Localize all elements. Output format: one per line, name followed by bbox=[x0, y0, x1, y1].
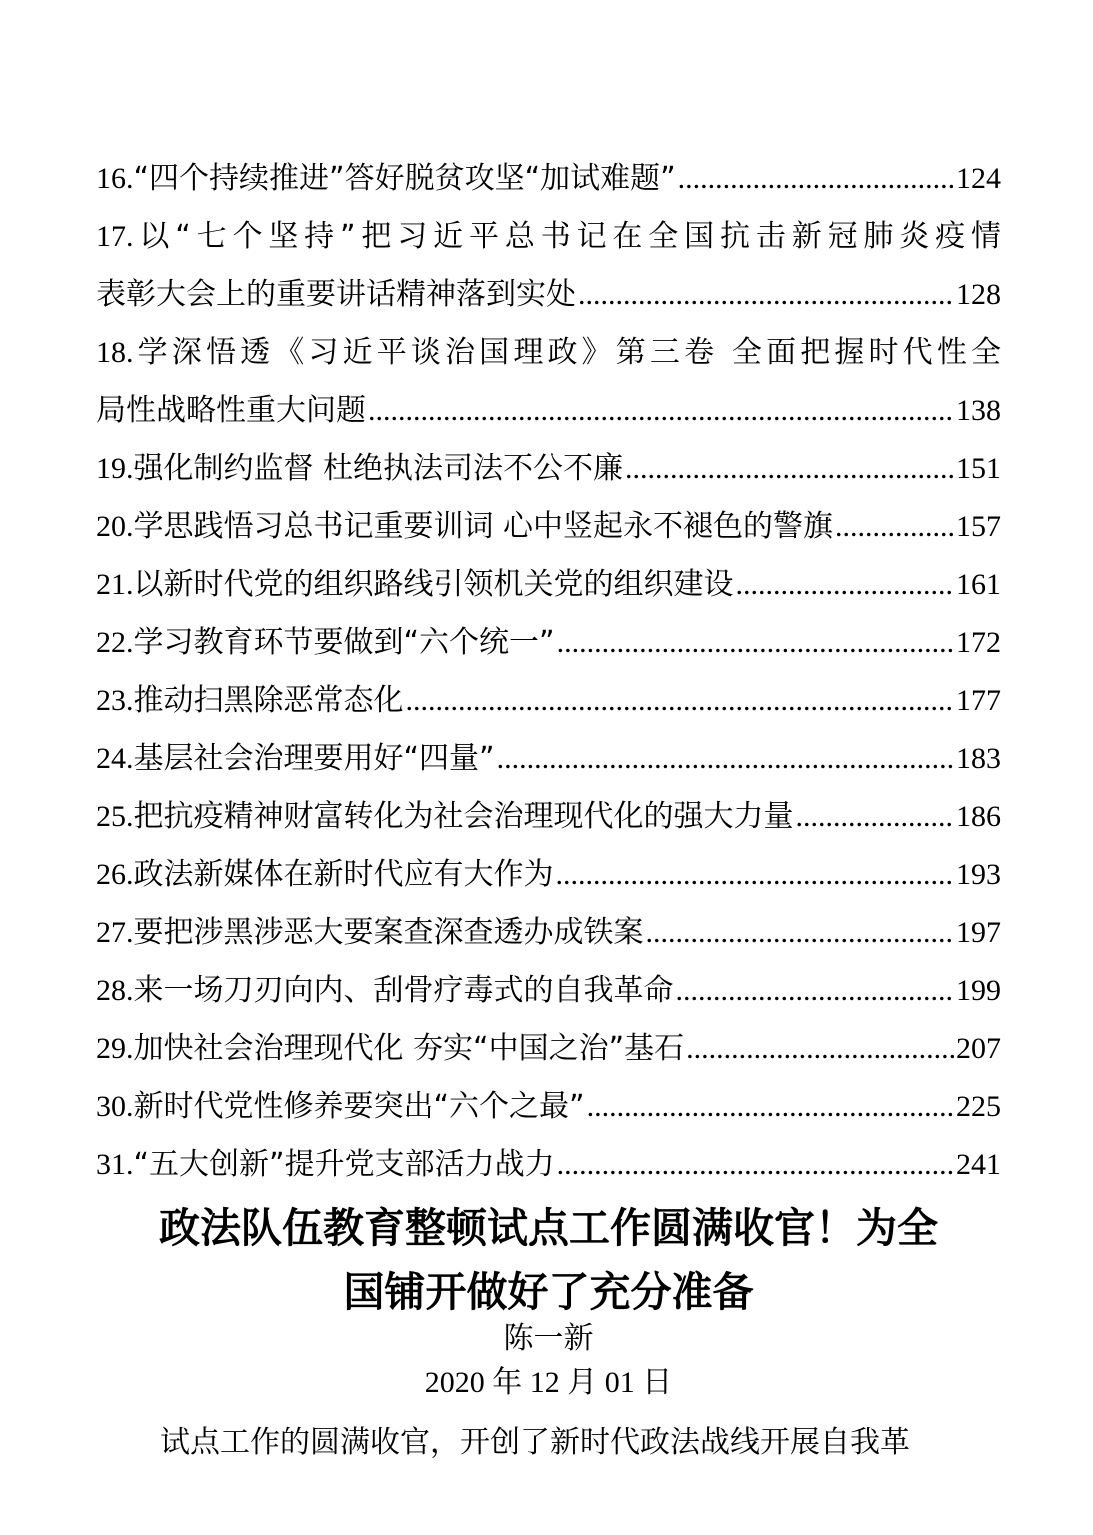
toc-entry bbox=[96, 962, 1001, 1020]
toc-leader-dots bbox=[678, 150, 954, 208]
toc-entry-number: 23. bbox=[96, 684, 134, 717]
toc-entry-title: 推动扫黑除恶常态化 bbox=[133, 683, 404, 718]
toc-entry bbox=[96, 904, 1001, 962]
toc-leader-dots bbox=[835, 498, 954, 556]
toc-entry bbox=[96, 1078, 1001, 1136]
toc-entry-title: 表彰大会上的重要讲话精神落到实处 bbox=[96, 277, 576, 312]
toc-entry-title: 来一场刀刃向内、刮骨疗毒式的自我革命 bbox=[133, 973, 674, 1008]
toc-leader-dots bbox=[587, 1078, 954, 1136]
toc-entry-number: 17. bbox=[96, 220, 134, 253]
toc-entry-page: 183 bbox=[956, 742, 1001, 775]
toc-entry-page: 157 bbox=[956, 510, 1001, 543]
toc-leader-dots bbox=[368, 382, 954, 440]
toc-entry bbox=[96, 440, 1001, 498]
toc-entry-title: 学思践悟习总书记重要训词 心中竖起永不褪色的警旗 bbox=[133, 509, 834, 544]
toc-entry-page: 199 bbox=[956, 974, 1001, 1007]
toc-entry-number: 18. bbox=[96, 336, 134, 369]
toc-entry-number: 24. bbox=[96, 742, 134, 775]
toc-entry bbox=[96, 1136, 1001, 1194]
toc-leader-dots bbox=[676, 962, 955, 1020]
toc-entry-title: “五大创新”提升党支部活力战力 bbox=[133, 1147, 555, 1182]
toc-entry-page: 151 bbox=[956, 452, 1001, 485]
toc-leader-dots bbox=[736, 556, 955, 614]
toc-entry-number: 29. bbox=[96, 1032, 134, 1065]
toc-entry-title: 加快社会治理现代化 夯实“中国之治”基石 bbox=[133, 1031, 685, 1066]
article-author: 陈一新 bbox=[503, 1321, 594, 1356]
toc-entry bbox=[96, 498, 1001, 556]
article-title-line: 政法队伍教育整顿试点工作圆满收官！为全 bbox=[159, 1204, 938, 1252]
toc-entry-title: 学习教育环节要做到“六个统一” bbox=[133, 625, 555, 660]
toc-leader-dots bbox=[578, 266, 954, 324]
toc-entry-title: 基层社会治理要用好“四量” bbox=[133, 741, 495, 776]
toc-entry-title: 新时代党性修养要突出“六个之最” bbox=[133, 1089, 585, 1124]
toc-entry-page: 172 bbox=[956, 626, 1001, 659]
toc-entry-number: 21. bbox=[96, 568, 134, 601]
toc-entry bbox=[96, 556, 1001, 614]
toc-entry-continuation bbox=[96, 382, 1001, 440]
toc-entry-page: 128 bbox=[956, 278, 1001, 311]
toc-entry bbox=[96, 324, 1001, 382]
toc-leader-dots bbox=[686, 1020, 954, 1078]
toc-leader-dots bbox=[796, 788, 955, 846]
toc-entry-title: “四个持续推进”答好脱贫攻坚“加试难题” bbox=[133, 161, 676, 196]
toc-entry-page: 124 bbox=[956, 162, 1001, 195]
toc-entry-page: 225 bbox=[956, 1090, 1001, 1123]
toc-entry-page: 177 bbox=[956, 684, 1001, 717]
toc-entry bbox=[96, 846, 1001, 904]
toc-leader-dots bbox=[556, 846, 955, 904]
toc-entry bbox=[96, 788, 1001, 846]
toc-entry bbox=[96, 730, 1001, 788]
toc-leader-dots bbox=[406, 672, 955, 730]
toc-entry-title: 学深悟透《习近平谈治国理政》第三卷 全面把握时代性全 bbox=[133, 335, 1001, 370]
toc-entry bbox=[96, 1020, 1001, 1078]
article-date: 2020 年 12 月 01 日 bbox=[424, 1366, 673, 1399]
toc-entry-number: 20. bbox=[96, 510, 134, 543]
toc-entry-title: 要把涉黑涉恶大要案查深查透办成铁案 bbox=[133, 915, 644, 950]
toc-entry-number: 30. bbox=[96, 1090, 134, 1123]
article-body-paragraph: 试点工作的圆满收官，开创了新时代政法战线开展自我革 bbox=[160, 1425, 910, 1460]
toc-entry-page: 138 bbox=[956, 394, 1001, 427]
toc-entry-continuation bbox=[96, 266, 1001, 324]
toc-entry bbox=[96, 208, 1001, 266]
toc-entry-page: 161 bbox=[956, 568, 1001, 601]
toc-entry-page: 193 bbox=[956, 858, 1001, 891]
toc-entry-number: 25. bbox=[96, 800, 134, 833]
toc-entry-title: 政法新媒体在新时代应有大作为 bbox=[133, 857, 554, 892]
toc-entry-number: 27. bbox=[96, 916, 134, 949]
toc-entry-page: 186 bbox=[956, 800, 1001, 833]
toc-leader-dots bbox=[646, 904, 955, 962]
toc-entry-number: 26. bbox=[96, 858, 134, 891]
toc-entry bbox=[96, 614, 1001, 672]
toc-entry-page: 197 bbox=[956, 916, 1001, 949]
toc-entry-title: 强化制约监督 杜绝执法司法不公不廉 bbox=[133, 451, 624, 486]
toc-entry-title: 以新时代党的组织路线引领机关党的组织建设 bbox=[133, 567, 734, 602]
article-title bbox=[96, 1196, 1001, 1324]
toc-entry bbox=[96, 672, 1001, 730]
toc-entry-title: 以“七个坚持”把习近平总书记在全国抗击新冠肺炎疫情 bbox=[133, 219, 1001, 254]
table-of-contents bbox=[96, 150, 1001, 1194]
toc-leader-dots bbox=[497, 730, 954, 788]
toc-entry-number: 19. bbox=[96, 452, 134, 485]
toc-leader-dots bbox=[557, 1136, 954, 1194]
toc-entry-number: 31. bbox=[96, 1148, 134, 1181]
toc-entry-title: 局性战略性重大问题 bbox=[96, 393, 366, 428]
toc-entry bbox=[96, 150, 1001, 208]
toc-entry-number: 16. bbox=[96, 162, 134, 195]
toc-entry-page: 207 bbox=[956, 1032, 1001, 1065]
article-title-line: 国铺开做好了充分准备 bbox=[343, 1268, 754, 1316]
toc-leader-dots bbox=[625, 440, 954, 498]
toc-entry-number: 28. bbox=[96, 974, 134, 1007]
toc-entry-title: 把抗疫精神财富转化为社会治理现代化的强大力量 bbox=[133, 799, 794, 834]
toc-leader-dots bbox=[557, 614, 954, 672]
toc-entry-page: 241 bbox=[956, 1148, 1001, 1181]
toc-entry-number: 22. bbox=[96, 626, 134, 659]
